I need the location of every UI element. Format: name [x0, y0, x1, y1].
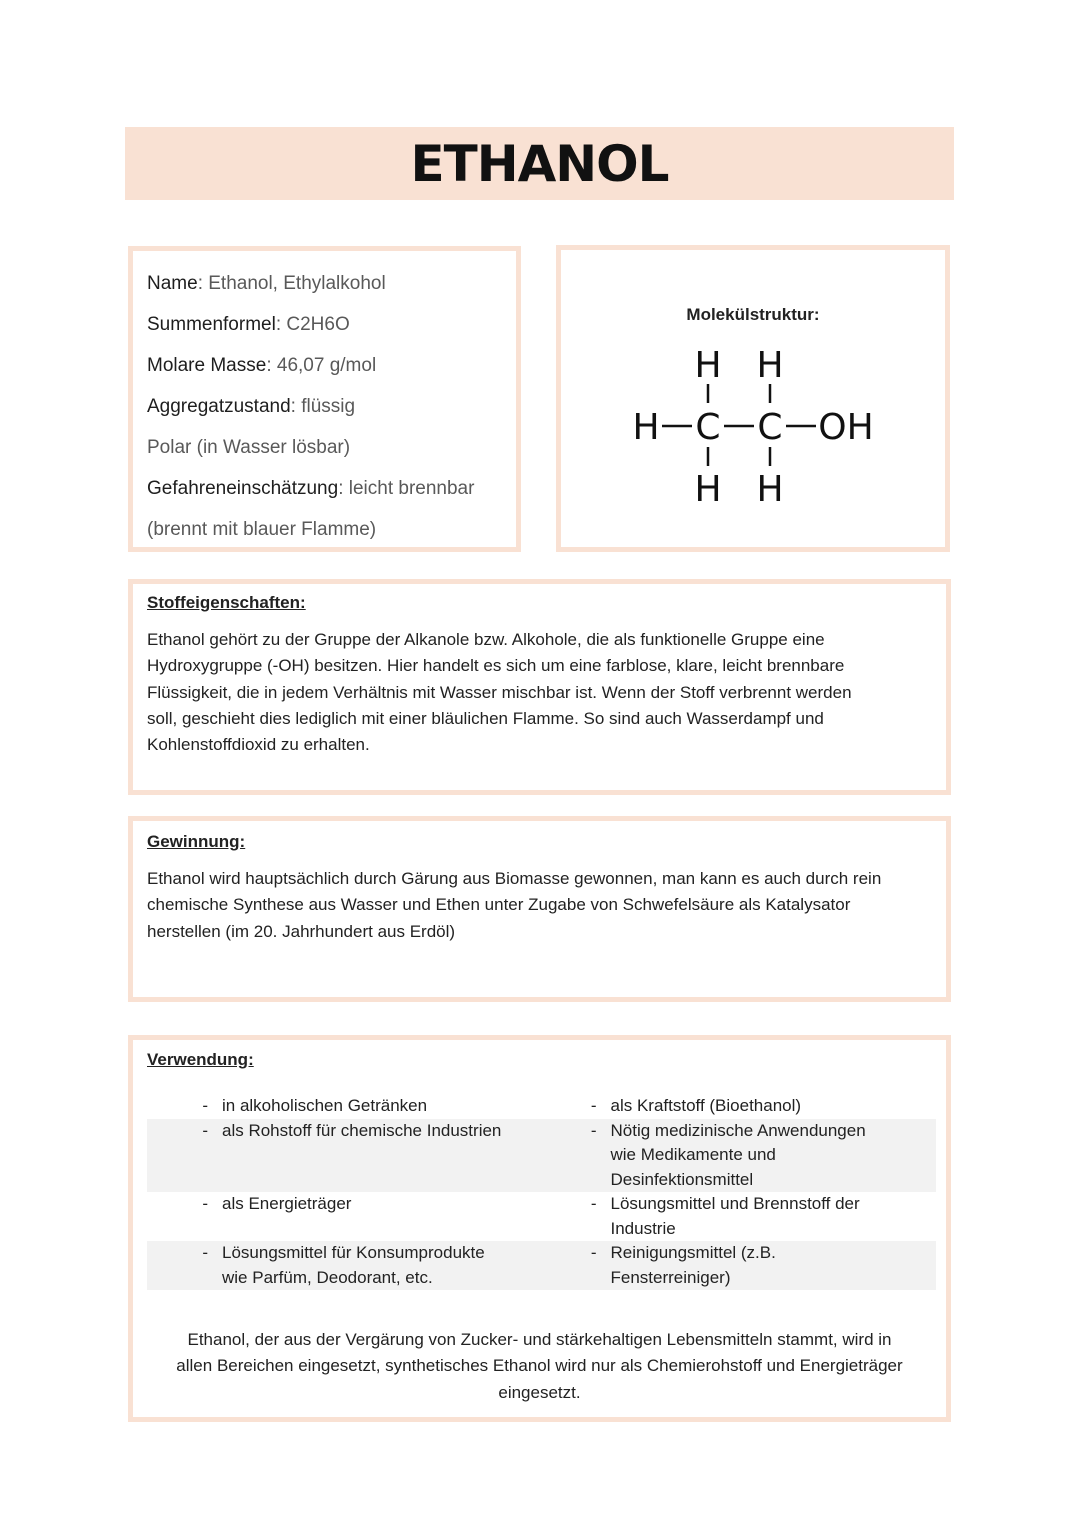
info-state-value: : flüssig	[290, 396, 356, 417]
usage-cell-left	[147, 1119, 542, 1193]
production-line: Ethanol wird hauptsächlich durch Gärung aus Biomasse gewonnen, man kann es auch durch rein	[147, 869, 882, 888]
usage-item: als Kraftstoff (Bioethanol)	[610, 1096, 802, 1115]
info-state-label: Aggregatzustand	[147, 396, 291, 417]
closing-line: eingesetzt.	[498, 1382, 581, 1402]
usage-row	[147, 1241, 936, 1290]
atom-h-bottom-2: H	[756, 469, 784, 510]
atom-c-1: C	[695, 407, 721, 448]
usage-cell-left	[147, 1094, 542, 1119]
molecule-title: Molekülstruktur:	[686, 305, 820, 324]
bullet-dash: -	[590, 1243, 597, 1262]
usage-item: Lösungsmittel und Brennstoff der	[610, 1194, 860, 1213]
bullet-dash: -	[202, 1194, 208, 1213]
usage-heading: Verwendung:	[147, 1050, 254, 1069]
bullet-dash: -	[590, 1120, 597, 1140]
title-banner	[125, 127, 954, 200]
molecule-structure	[561, 250, 945, 547]
atom-c-2: C	[757, 407, 783, 448]
info-mass	[147, 345, 502, 386]
info-formula-label: Summenformel	[147, 314, 276, 335]
usage-row	[147, 1119, 936, 1193]
properties-line: soll, geschieht dies lediglich mit einer bläulichen Flamme. So sind auch Wasserdampf und	[147, 708, 824, 728]
info-mass-label: Molare Masse	[147, 355, 267, 376]
info-hazard-note: (brennt mit blauer Flamme)	[147, 519, 377, 540]
info-formula	[147, 304, 502, 345]
properties-heading: Stoffeigenschaften:	[147, 593, 306, 612]
usage-item: Desinfektionsmittel	[610, 1169, 754, 1189]
properties-text	[147, 627, 932, 758]
usage-cell-right	[542, 1094, 937, 1119]
usage-row	[147, 1094, 936, 1119]
usage-item: Industrie	[610, 1218, 676, 1238]
info-hazard-label: Gefahreneinschätzung	[147, 478, 339, 499]
bullet-dash: -	[590, 1194, 597, 1213]
usage-box	[128, 1035, 951, 1422]
properties-box	[128, 579, 951, 795]
usage-cell-left	[147, 1192, 542, 1241]
properties-line: Ethanol gehört zu der Gruppe der Alkanole bzw. Alkohole, die als funktionelle Gruppe eine	[147, 630, 825, 649]
atom-h-top-2: H	[756, 345, 784, 386]
properties-line: Kohlenstoffdioxid zu erhalten.	[147, 735, 370, 755]
closing-line: Ethanol, der aus der Vergärung von Zucker- und stärkehaltigen Lebensmitteln stammt, wird in	[187, 1330, 892, 1349]
usage-cell-right	[542, 1119, 937, 1193]
atom-h-top-1: H	[694, 345, 722, 386]
atom-h-bottom-1: H	[694, 469, 722, 510]
usage-closing	[147, 1327, 932, 1406]
info-hazard	[147, 468, 502, 509]
properties-line: Flüssigkeit, die in jedem Verhältnis mit Wasser mischbar ist. Wenn der Stoff verbrennt werden	[147, 682, 852, 702]
usage-item: Fensterreiniger)	[610, 1267, 731, 1287]
usage-item: Lösungsmittel für Konsumprodukte	[222, 1243, 485, 1262]
closing-line: allen Bereichen eingesetzt, synthetisches Ethanol wird nur als Chemierohstoff und Energieträger	[176, 1356, 903, 1376]
usage-row	[147, 1192, 936, 1241]
usage-item: Reinigungsmittel (z.B.	[610, 1243, 776, 1262]
atom-h-left: H	[632, 407, 660, 448]
usage-cell-right	[542, 1241, 937, 1290]
usage-item: wie Medikamente und	[610, 1145, 776, 1164]
info-box	[128, 246, 521, 552]
usage-item: in alkoholischen Getränken	[222, 1096, 428, 1115]
production-text	[147, 866, 932, 945]
info-polar: Polar (in Wasser lösbar)	[147, 437, 351, 458]
usage-cell-left	[147, 1241, 542, 1290]
page-title: ETHANOL	[410, 134, 669, 193]
info-state	[147, 386, 502, 427]
production-line: chemische Synthese aus Wasser und Ethen unter Zugabe von Schwefelsäure als Katalysator	[147, 895, 851, 915]
bullet-dash: -	[202, 1096, 208, 1115]
info-hazard-value: : leicht brennbar	[338, 478, 475, 499]
production-box	[128, 816, 951, 1002]
usage-cell-right	[542, 1192, 937, 1241]
atom-oh: OH	[818, 407, 874, 448]
info-name-label: Name	[147, 273, 198, 294]
usage-item: wie Parfüm, Deodorant, etc.	[222, 1267, 433, 1287]
usage-item: als Rohstoff für chemische Industrien	[222, 1120, 502, 1140]
bullet-dash: -	[590, 1096, 597, 1115]
info-name	[147, 263, 502, 304]
info-name-value: : Ethanol, Ethylalkohol	[197, 273, 386, 294]
info-mass-value: : 46,07 g/mol	[266, 355, 377, 376]
production-heading: Gewinnung:	[147, 832, 246, 851]
bullet-dash: -	[202, 1120, 208, 1140]
usage-item: Nötig medizinische Anwendungen	[610, 1120, 866, 1140]
usage-table	[147, 1094, 936, 1290]
info-formula-value: : C2H6O	[275, 314, 350, 335]
properties-line: Hydroxygruppe (-OH) besitzen. Hier handelt es sich um eine farblose, klare, leicht brennbare	[147, 656, 845, 676]
bullet-dash: -	[202, 1243, 208, 1262]
usage-item: als Energieträger	[222, 1194, 352, 1213]
molecule-box	[556, 245, 950, 552]
production-line: herstellen (im 20. Jahrhundert aus Erdöl)	[147, 921, 456, 941]
